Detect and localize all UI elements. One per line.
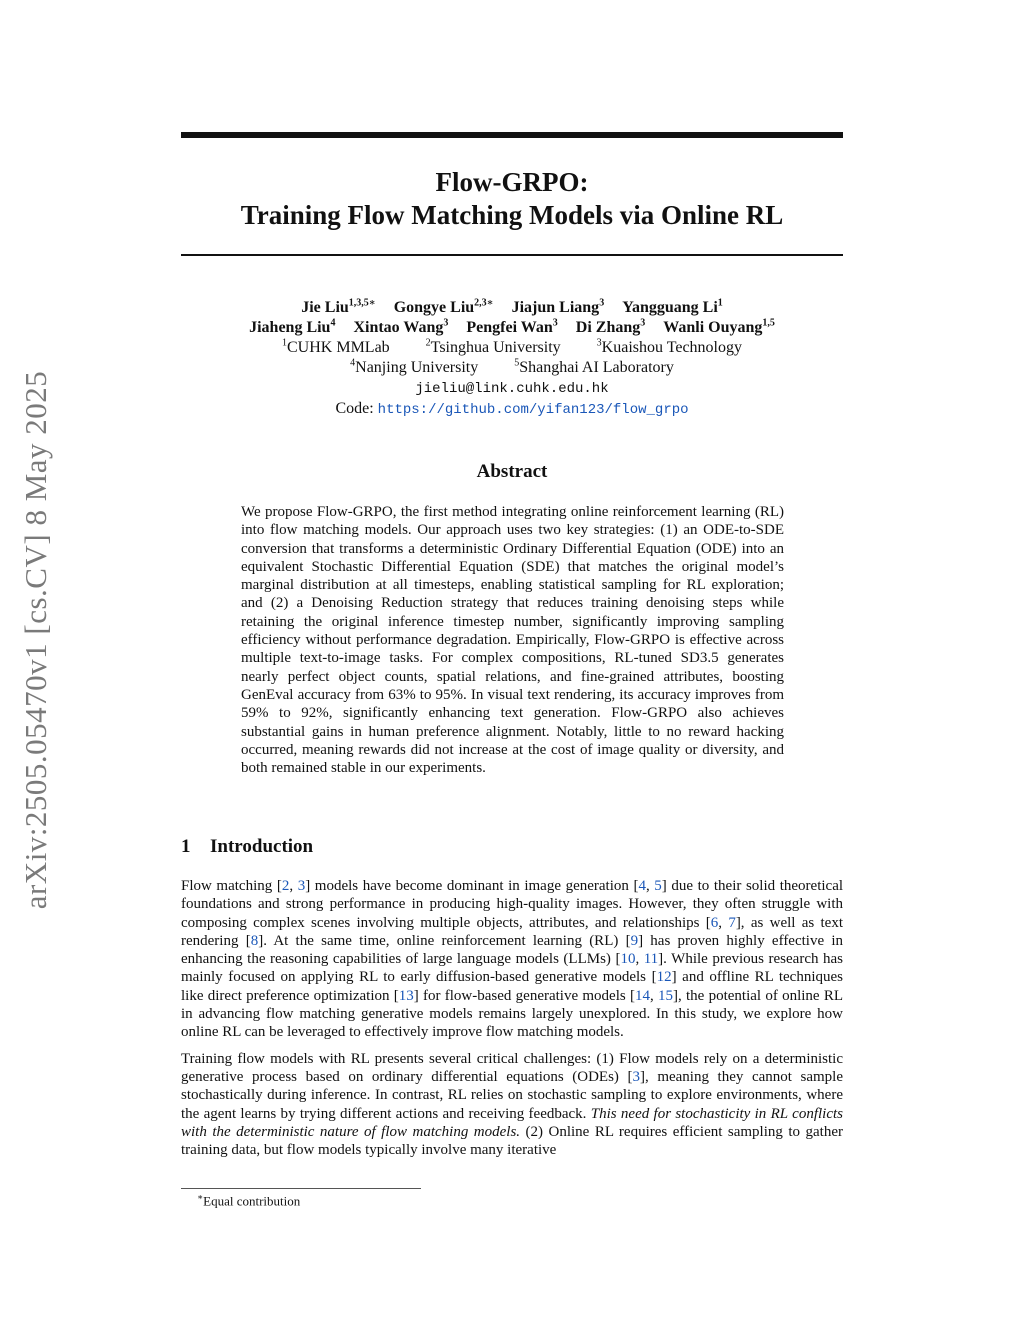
affiliation-name: Nanjing University [355, 359, 479, 376]
author-name: Di Zhang [575, 319, 641, 336]
citation-link[interactable]: 4 [638, 878, 646, 894]
author-affiliation-mark: 1,5 [762, 317, 775, 329]
abstract-heading: Abstract [476, 461, 548, 482]
author-name: Yangguang Li [622, 299, 718, 316]
affiliation-row-2 [181, 358, 843, 378]
code-url-link[interactable]: https://github.com/yifan123/flow_grpo [377, 402, 689, 418]
email-line [181, 378, 843, 399]
text-run: ] models have become dominant in image generation [ [305, 878, 639, 894]
author-block [181, 298, 843, 420]
author-name: Xintao Wang [353, 319, 444, 336]
arxiv-side-identifier [8, 350, 64, 930]
text-run: ] and offline RL techniques like direct preference optimization [ [181, 969, 843, 1004]
title-line-2: Training Flow Matching Models via Online RL [240, 200, 784, 230]
author-affiliation-mark: 1,3,5∗ [348, 297, 376, 309]
affiliation-name: CUHK MMLab [287, 339, 390, 356]
citation-link[interactable]: 8 [250, 932, 259, 949]
citation-link[interactable]: 6 [710, 914, 719, 931]
citation-link[interactable]: 13 [398, 987, 414, 1004]
author-name: Jiajun Liang [511, 299, 600, 316]
footnote-rule [181, 1188, 421, 1189]
citation-link[interactable]: 9 [630, 932, 639, 949]
author-affiliation-mark: 2,3∗ [474, 297, 494, 309]
citation-link[interactable]: 5 [654, 878, 662, 894]
section-heading [181, 836, 843, 858]
text-run: ] due to their solid theoretical foundations and strong performance in producing high-quality images. However, they often struggle with composing complex scenes involving multiple objects, attributes, and relationships [ [181, 878, 844, 931]
citation-link[interactable]: 7 [728, 914, 736, 931]
text-run: , [649, 987, 658, 1004]
code-label: Code: [335, 400, 378, 417]
text-run: ], the potential of online RL in advancing flow matching generative models remains largely unexplored. In this study, we explore how online RL can be leveraged to effectively improve flow matching models. [181, 987, 844, 1041]
text-run: Flow matching [ [181, 878, 282, 894]
author-name: Jiaheng Liu [249, 319, 331, 336]
author-affiliation-mark: 3 [599, 297, 605, 309]
author-affiliation-mark: 3 [443, 317, 449, 329]
citation-link[interactable]: 14 [634, 987, 650, 1004]
affiliation-number: 3 [596, 337, 602, 349]
citation-link[interactable]: 15 [658, 987, 673, 1004]
text-run: Training flow models with RL presents several critical challenges: (1) Flow models rely on a deterministic generative process based on ordinary differential equations (ODEs) [ [181, 1050, 843, 1085]
title-rule-bottom [181, 254, 843, 256]
author-name: Gongye Liu [393, 299, 475, 316]
affiliation-number: 2 [425, 337, 431, 349]
arxiv-id-text: arXiv:2505.05470v1 [cs.CV] 8 May 2025 [18, 370, 53, 910]
author-name: Pengfei Wan [466, 319, 553, 336]
author-row-2 [181, 318, 843, 338]
text-run: , [289, 878, 298, 894]
text-run: ] for flow-based generative models [ [413, 987, 635, 1004]
affiliation-name: Tsinghua University [430, 339, 561, 356]
author-affiliation-mark: 3 [640, 317, 646, 329]
text-run: , [718, 914, 729, 931]
emphasized-text: This need for stochasticity in RL conflicts with the deterministic nature of flow matching models. [181, 1105, 843, 1140]
text-run: , [645, 878, 655, 894]
text-run: ] has proven highly effective in enhancing the reasoning capabilities of large language models (LLMs) [ [181, 932, 844, 968]
citation-link[interactable]: 11 [643, 951, 659, 968]
citation-link[interactable]: 2 [281, 878, 290, 894]
author-affiliation-mark: 1 [717, 297, 723, 309]
author-affiliation-mark: 3 [552, 317, 558, 329]
author-row-1 [181, 298, 843, 318]
citation-link[interactable]: 10 [620, 951, 636, 968]
section-number: 1 [181, 836, 191, 857]
section-title: Introduction [210, 836, 314, 857]
title-rule-top [181, 132, 843, 138]
text-run: , [635, 951, 644, 968]
author-name: Wanli Ouyang [663, 319, 763, 336]
affiliation-number: 5 [514, 357, 520, 369]
introduction-body [181, 877, 843, 1167]
citation-link[interactable]: 12 [656, 969, 672, 986]
affiliation-row-1 [181, 338, 843, 358]
text-run: ], meaning they cannot sample stochastically during inference. In contrast, RL relies on stochastic sampling to explore environments, where the agent learns by trying different actions and receiving feedback. [181, 1068, 843, 1122]
affiliation-name: Shanghai AI Laboratory [519, 359, 674, 376]
affiliation-name: Kuaishou Technology [601, 339, 742, 356]
author-affiliation-mark: 4 [330, 317, 336, 329]
paragraph [181, 1050, 843, 1160]
text-run: ], as well as text rendering [ [181, 914, 843, 949]
title-line-1: Flow-GRPO: [435, 167, 589, 197]
text-run: ]. While previous research has mainly focused on applying RL to early diffusion-based generative models [ [181, 951, 843, 986]
code-line [181, 399, 843, 420]
text-run: ]. At the same time, online reinforcement learning (RL) [ [258, 932, 631, 949]
author-name: Jie Liu [301, 299, 349, 316]
footnote-text: Equal contribution [203, 1193, 301, 1209]
citation-link[interactable]: 3 [632, 1068, 640, 1085]
paragraph [181, 877, 843, 1042]
text-run: (2) Online RL requires efficient sampling to gather training data, but flow models typically involve many iterative [181, 1123, 844, 1159]
author-email: jieliu@link.cuhk.edu.hk [415, 381, 609, 397]
affiliation-number: 1 [282, 337, 287, 349]
affiliation-number: 4 [350, 357, 356, 369]
footnote-mark: ∗ [197, 1192, 204, 1202]
citation-link[interactable]: 3 [297, 878, 306, 894]
paper-title [181, 166, 843, 232]
footnote [197, 1192, 300, 1209]
abstract-text: We propose Flow-GRPO, the first method integrating online reinforcement learning (RL) into flow matching models. Our approach uses two key strategies: (1) an ODE-to-SDE conversion that transforms a deterministic Ordinary Differential Equation (ODE) into an equivalent Stochastic Differential Equation (SDE) that matches the original model’s marginal distribution at all timesteps, enabling statistical sampling for RL exploration; and (2) a Denoising Reduction strategy that reduces training denoising steps while retaining the original inference timestep number, significantly improving sampling efficiency without performance degradation. Empirically, Flow-GRPO is effective across multiple text-to-image tasks. For complex compositions, RL-tuned SD3.5 generates nearly perfect object counts, spatial relations, and fine-grained attributes, boosting GenEval accuracy from 63% to 95%. In visual text rendering, its accuracy improves from 59% to 92%, significantly enhancing text generation. Flow-GRPO also achieves substantial gains in human preference alignment. Notably, little to no reward hacking occurred, meaning rewards did not increase at the cost of image quality or diversity, and both remained stable in our experiments. [241, 504, 784, 777]
